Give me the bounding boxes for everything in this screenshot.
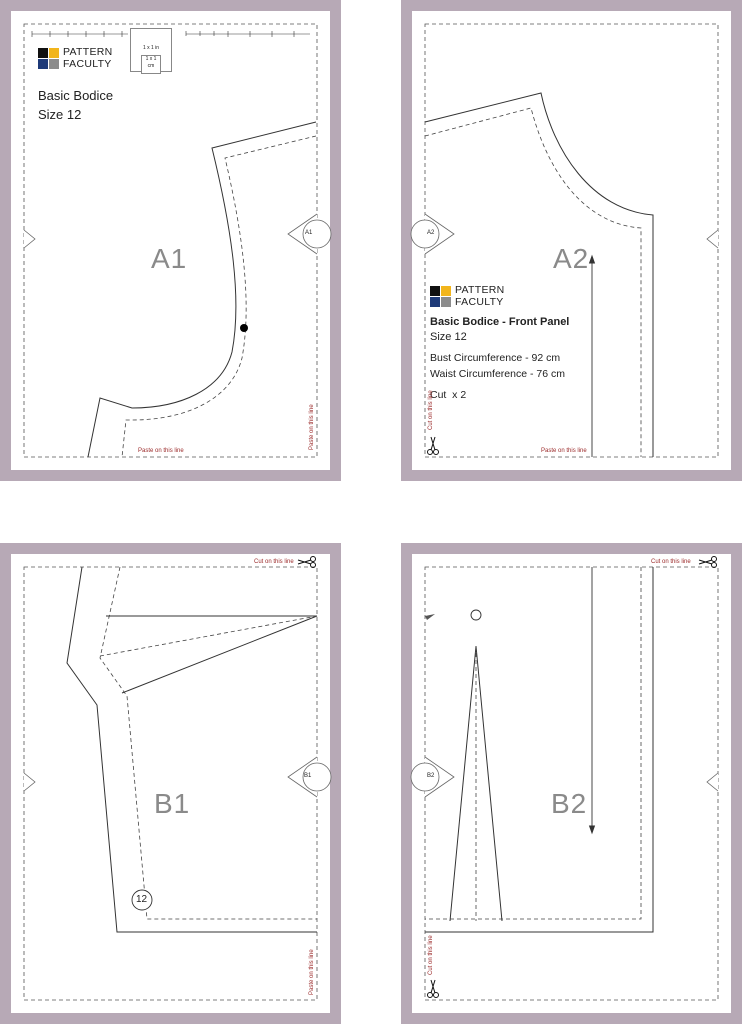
- grain-arrow-icon: [590, 567, 595, 833]
- b1-dart-centre: [100, 616, 317, 656]
- b1-cut-horizontal: Cut on this line: [254, 559, 294, 565]
- notch-triangle-icon: [707, 230, 718, 248]
- a1-paste-vertical: Paste on this line: [309, 404, 315, 450]
- a2-bust: Bust Circumference - 92 cm: [430, 352, 561, 364]
- a2-cut-count: Cut x 2: [430, 389, 467, 401]
- a1-bodice-outline: [88, 122, 316, 457]
- b1-paste-vertical: Paste on this line: [309, 949, 315, 995]
- scissors-icon: [428, 437, 439, 455]
- register-circle-icon: [411, 220, 439, 248]
- notch-triangle-icon: [425, 614, 435, 620]
- a1-tab-label: A1: [305, 230, 313, 236]
- scale-in-label: 1 x 1 in: [142, 45, 160, 51]
- b1-side-seam-outline: [67, 567, 317, 932]
- notch-triangle-icon: [707, 773, 718, 791]
- sheet-b1: [0, 543, 341, 1024]
- scissors-icon: [699, 557, 717, 568]
- a2-cut-vertical: Cut on this line: [428, 390, 434, 430]
- a1-title: Basic Bodice: [38, 88, 114, 103]
- sheet-b2: [401, 543, 742, 1024]
- sheet-b2-drawing: [401, 543, 742, 1024]
- a2-waist: Waist Circumference - 76 cm: [430, 368, 565, 380]
- register-circle-icon: [471, 610, 481, 620]
- scale-cm-label: 1 x 1 cm: [145, 56, 157, 69]
- brand-line2: FACULTY: [63, 58, 112, 70]
- a2-tab-label: A2: [427, 230, 435, 236]
- notch-triangle-icon: [24, 773, 35, 791]
- a2-label: A2: [553, 243, 590, 274]
- a1-paste-horizontal: Paste on this line: [138, 448, 184, 454]
- sheet-a2: [401, 0, 742, 481]
- scissors-icon: [298, 557, 316, 568]
- a1-brand-logo: [38, 46, 113, 70]
- a2-seam-allowance: [425, 108, 641, 457]
- notch-triangle-icon: [24, 230, 35, 248]
- b1-label: B1: [154, 788, 191, 819]
- b1-tab-label: B1: [304, 773, 312, 779]
- b1-seam-allowance: [100, 567, 317, 919]
- a2-title: Basic Bodice - Front Panel: [430, 316, 570, 328]
- b2-dashed-border: [425, 567, 718, 1000]
- a1-register-dot: [240, 324, 248, 332]
- a1-seam-allowance: [122, 136, 316, 457]
- b2-cut-horizontal: Cut on this line: [651, 559, 691, 565]
- register-circle-icon: [411, 763, 439, 791]
- a2-brand-logo: [430, 284, 505, 308]
- sheet-a1-drawing: [0, 0, 341, 481]
- a2-neckline-outline: [425, 93, 653, 457]
- sheet-a2-drawing: [401, 0, 742, 481]
- a2-paste-horizontal: Paste on this line: [541, 448, 587, 454]
- b1-dart: [106, 616, 317, 693]
- grain-arrow-icon: [590, 256, 595, 457]
- a1-size: Size 12: [38, 107, 82, 122]
- a1-scale-box-cm: [141, 55, 161, 74]
- b1-size-marker: 12: [136, 894, 148, 905]
- brand-line1: PATTERN: [63, 46, 113, 58]
- sheet-a1: [0, 0, 341, 481]
- brand-line1: PATTERN: [455, 284, 505, 296]
- a2-dashed-border: [425, 24, 718, 457]
- sheet-b1-drawing: [0, 543, 341, 1024]
- b2-centre-front-outline: [425, 567, 653, 932]
- a1-label: A1: [151, 243, 188, 274]
- b2-seam-allowance: [425, 567, 641, 919]
- b1-dashed-border: [24, 567, 317, 1000]
- b2-tab-label: B2: [427, 773, 435, 779]
- b2-label: B2: [551, 788, 588, 819]
- brand-line2: FACULTY: [455, 296, 504, 308]
- a2-size: Size 12: [430, 331, 467, 343]
- scissors-icon: [428, 980, 439, 998]
- b2-cut-vertical: Cut on this line: [428, 935, 434, 975]
